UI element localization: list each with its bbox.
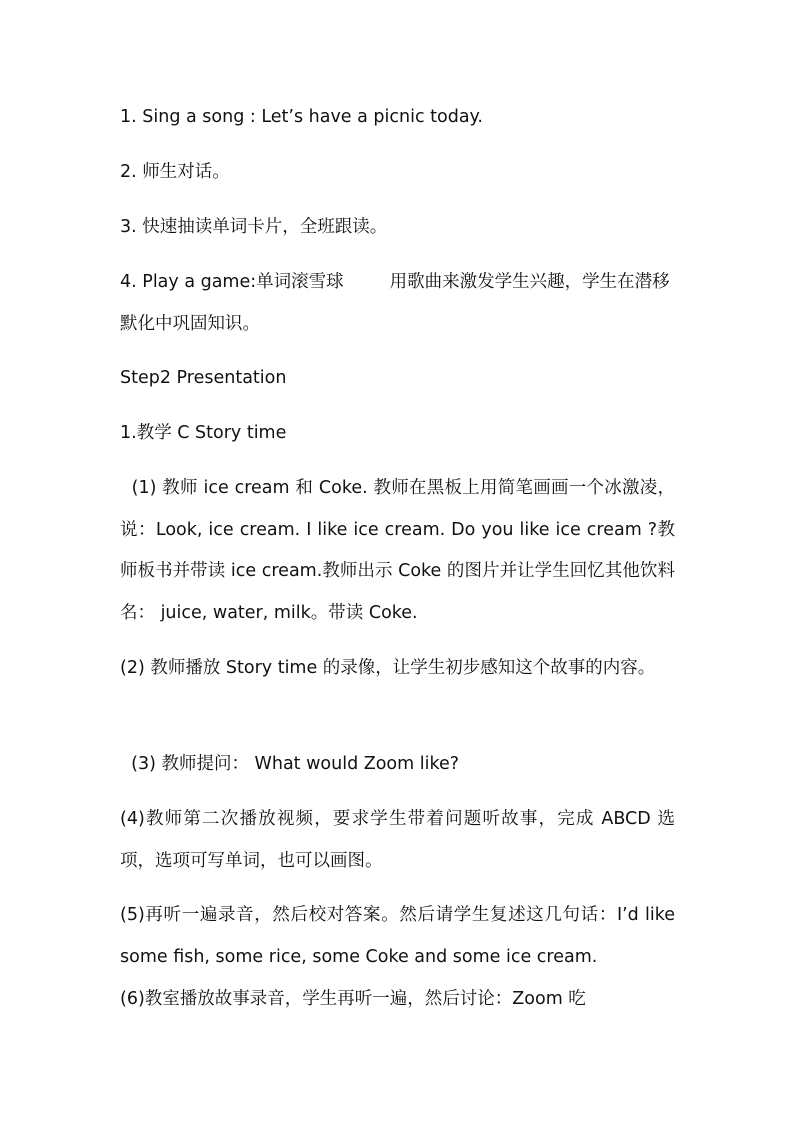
paragraph-step-6: (6)教室播放故事录音，学生再听一遍，然后讨论：Zoom 吃 bbox=[120, 989, 586, 1009]
heading-story-time: 1.教学 C Story time bbox=[120, 423, 287, 443]
paragraph-step-5: (5)再听一遍录音，然后校对答案。然后请学生复述这几句话：I’d like some fish, some rice, some Coke and some ice cream. bbox=[120, 905, 675, 967]
paragraph-step-3: (3) 教师提问： What would Zoom like? bbox=[120, 754, 460, 774]
paragraph-step-2: (2) 教师播放 Story time 的录像，让学生初步感知这个故事的内容。 bbox=[120, 658, 656, 678]
paragraph-sing-song: 1. Sing a song : Let’s have a picnic today. bbox=[120, 107, 483, 127]
heading-step2-presentation: Step2 Presentation bbox=[120, 368, 287, 388]
paragraph-word-cards: 3. 快速抽读单词卡片，全班跟读。 bbox=[120, 217, 388, 237]
paragraph-play-game bbox=[120, 262, 675, 345]
paragraph-step-1: (1) 教师 ice cream 和 Coke. 教师在黑板上用简笔画画一个冰激凌，说：Look, ice cream. I like ice cream. Do you like ice cream ?教师板书并带读 ice cream.教师出示 Coke 的图片并让学生回忆其他饮料名： juice, water, milk。带读 Coke. bbox=[120, 478, 675, 623]
paragraph-step-4: (4)教师第二次播放视频，要求学生带着问题听故事，完成 ABCD 选项，选项可写单词，也可以画图。 bbox=[120, 809, 675, 871]
play-game-text: 4. Play a game:单词滚雪球 bbox=[120, 272, 344, 292]
paragraph-dialogue: 2. 师生对话。 bbox=[120, 162, 230, 182]
play-game-note: 用歌曲来激发学生兴趣，学生在潜移默化中巩固知识。 bbox=[120, 272, 670, 334]
